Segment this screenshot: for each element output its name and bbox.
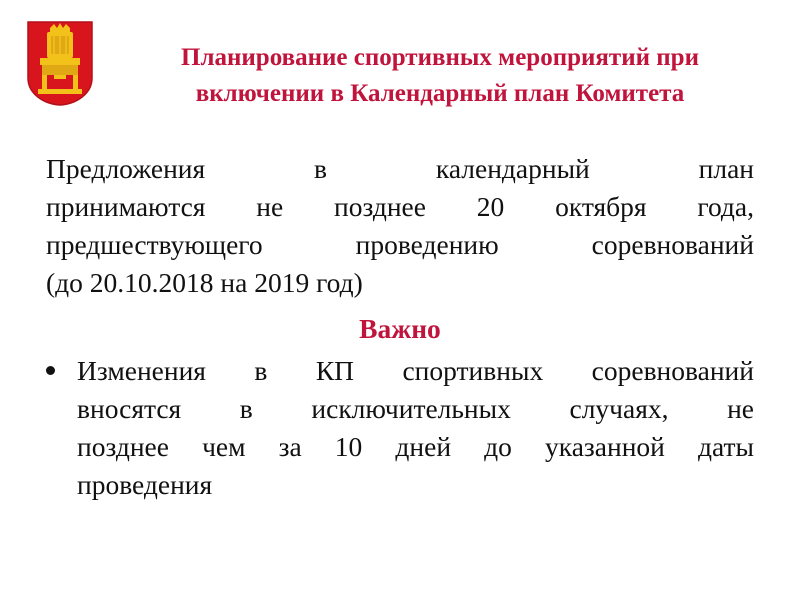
body-paragraph (46, 150, 754, 302)
page-title (100, 40, 780, 112)
paragraph-line: (до 20.10.2018 на 2019 год) (46, 267, 363, 298)
title-line: включении в Календарный план Комитета (195, 80, 685, 107)
bullet-line: проведения (77, 469, 213, 500)
bullet-line: вносятся в исключительных случаях, не (77, 393, 754, 424)
bullet-line: Изменения в КП спортивных соревнований (77, 355, 754, 386)
bullet-text (77, 352, 754, 504)
title-line: Планирование спортивных мероприятий при (181, 44, 699, 71)
bullet-dot-icon (46, 366, 55, 375)
paragraph-line: Предложения в календарный план (46, 153, 754, 184)
bullet-line: позднее чем за 10 дней до указанной даты (77, 431, 754, 462)
paragraph-line: предшествующего проведению соревнований (46, 229, 754, 260)
paragraph-line: принимаются не позднее 20 октября года, (46, 191, 754, 222)
important-heading: Важно (359, 313, 441, 344)
coat-of-arms-icon (26, 20, 94, 106)
